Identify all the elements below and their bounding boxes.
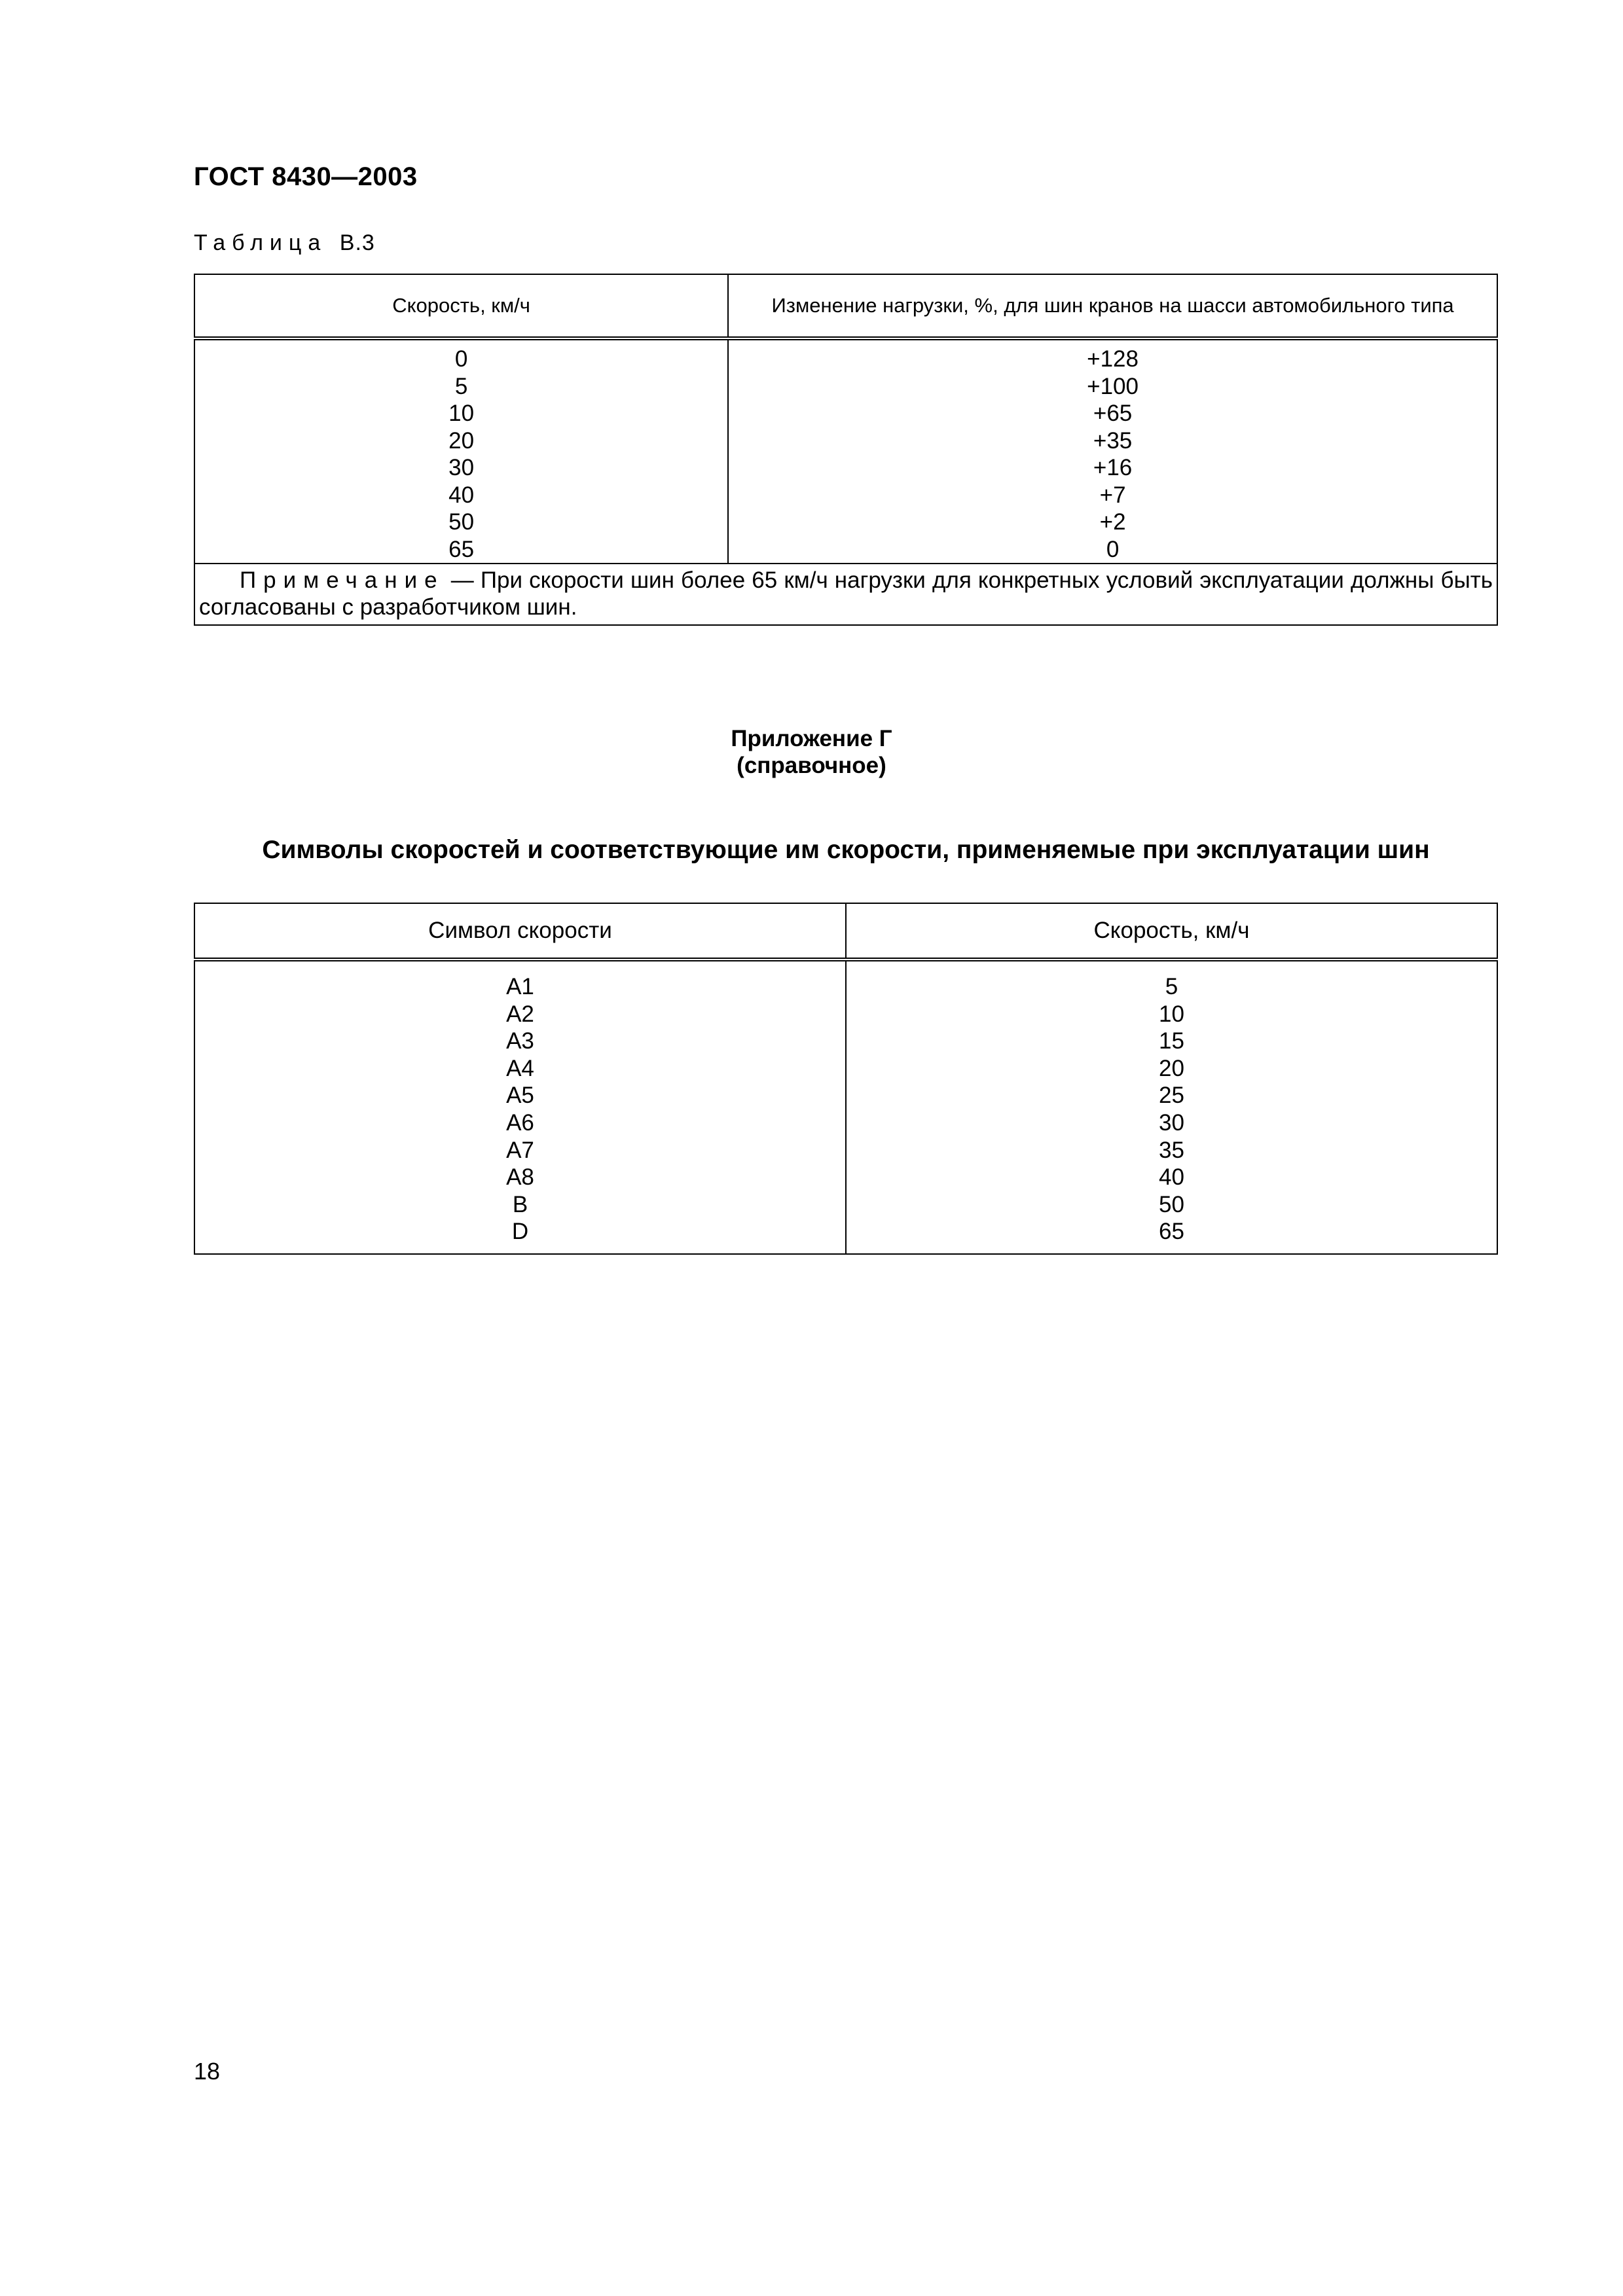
table-g-speed: 20 [1159,1055,1184,1081]
table-g-symbol: A2 [506,1001,534,1027]
table-b3-col1-header: Скорость, км/ч [194,274,728,338]
document-standard-header: ГОСТ 8430—2003 [194,162,418,191]
table-b3-load-change: 0 [1106,536,1120,562]
table-g-speeds-cell [846,960,1497,1254]
table-g-speed: 15 [1159,1028,1184,1054]
table-g-col1-header: Символ скорости [194,903,846,960]
table-g-speed: 10 [1159,1001,1184,1027]
note-text: — При скорости шин более 65 км/ч нагрузки для конкретных условий эксплуатации должны быть согласованы с разработчиком шин. [199,567,1493,620]
table-b3-speed: 30 [448,455,475,480]
table-g-symbol: A1 [506,974,534,999]
table-b3 [194,274,1498,626]
table-caption-number: В.3 [339,230,375,255]
table-b3-load-change: +16 [1093,455,1133,480]
table-g-speed: 5 [1165,974,1178,999]
table-g-speed: 50 [1159,1191,1184,1217]
table-b3-speed: 50 [448,509,475,535]
table-b3-speeds-cell [194,338,728,564]
annex-title-block [0,725,1623,779]
table-g-symbol: B [512,1191,528,1217]
table-b3-load-change: +35 [1093,427,1133,454]
table-g-symbol: A6 [506,1109,534,1136]
table-b3-load-change: +65 [1093,401,1133,426]
table-g-symbol: A4 [506,1055,534,1081]
table-g-speed: 65 [1159,1219,1184,1245]
table-g-speed: 25 [1159,1083,1184,1109]
table-b3-load-change: +2 [1099,509,1126,535]
table-b3-load-change: +128 [1087,346,1139,372]
table-b3-speed: 10 [448,401,475,426]
table-b3-speed: 0 [454,346,468,372]
table-b3-col2-header: Изменение нагрузки, %, для шин кранов на шасси автомобильного типа [728,274,1497,338]
annex-title: Приложение Г [731,726,892,751]
table-speed-symbols [194,903,1498,1255]
table-g-speed: 30 [1159,1109,1184,1136]
table-g-symbols-cell [194,960,846,1254]
table-caption-word: Таблица [194,230,327,255]
table-b3-caption [194,230,375,256]
annex-subtitle: (справочное) [737,753,886,778]
page-number: 18 [194,2058,221,2085]
table-g-col2-header: Скорость, км/ч [846,903,1497,960]
table-b3-speed: 65 [448,536,475,562]
table-b3-load-change: +100 [1087,373,1139,399]
table-b3-speed: 40 [448,482,475,508]
table-b3-load-cell [728,338,1497,564]
table-g-speed: 35 [1159,1137,1184,1163]
table-g-symbol: A3 [506,1028,534,1054]
table-b3-speed: 5 [454,373,468,399]
table-b3-load-change: +7 [1099,482,1126,508]
table-g-symbol: D [511,1219,529,1245]
table-b3-note [194,564,1497,625]
table-g-symbol: A5 [506,1083,534,1109]
table-g-symbol: A8 [506,1164,534,1191]
table-b3-speed: 20 [448,427,475,454]
annex-heading: Символы скоростей и соответствующие им скорости, применяемые при эксплуатации шин [262,836,1430,864]
note-label: Примечание [240,567,445,593]
table-g-speed: 40 [1159,1164,1184,1191]
table-g-symbol: A7 [506,1137,534,1163]
